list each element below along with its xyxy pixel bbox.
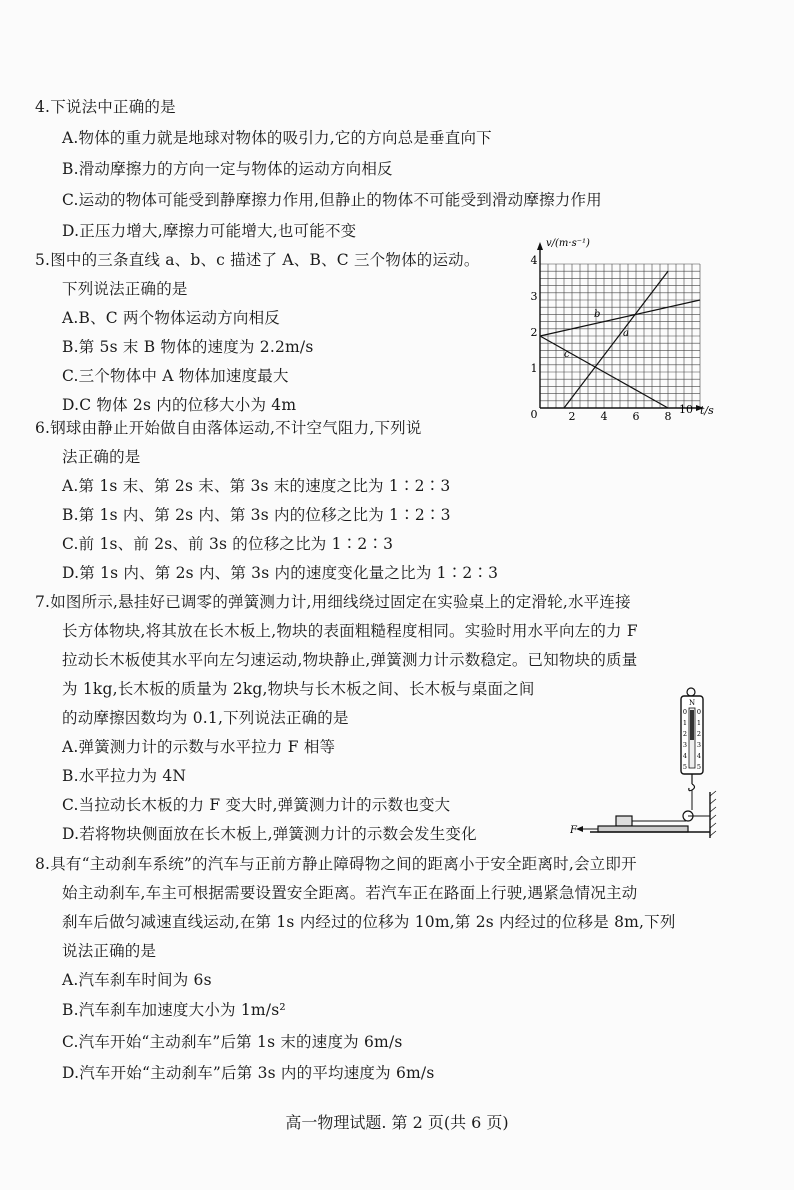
q7-stem-line-4: 为 1kg,长木板的质量为 2kg,物块与长木板之间、长木板与桌面之间 [62, 680, 535, 698]
x-tick-10: 10 [679, 403, 693, 416]
y-axis-label: v/(m·s⁻¹) [546, 238, 590, 249]
q4-stem: 4.下说法中正确的是 [35, 98, 176, 116]
x-tick-8: 8 [664, 410, 672, 422]
y-tick-2: 2 [530, 326, 538, 339]
wall-hatching [710, 791, 716, 836]
scale-left-2: 2 [682, 730, 688, 738]
q6-option-d: D.第 1s 内、第 2s 内、第 3s 内的速度变化量之比为 1∶2∶3 [62, 564, 499, 582]
scale-hook-ring [687, 688, 695, 696]
series-label-b: b [594, 309, 601, 320]
q6-option-a: A.第 1s 末、第 2s 末、第 3s 末的速度之比为 1∶2∶3 [62, 477, 451, 495]
long-board [598, 826, 688, 832]
q6-stem-line-1: 6.钢球由静止开始做自由落体运动,不计空气阻力,下列说 [35, 419, 422, 437]
block [616, 816, 632, 826]
q8-option-d: D.汽车开始“主动刹车”后第 3s 内的平均速度为 6m/s [62, 1064, 435, 1082]
q6-option-b: B.第 1s 内、第 2s 内、第 3s 内的位移之比为 1∶2∶3 [62, 506, 451, 524]
force-label: F [570, 825, 577, 836]
spring-scale-apparatus [570, 684, 730, 844]
q5-stem-line-2: 下列说法正确的是 [62, 280, 188, 298]
scale-right-2: 2 [696, 730, 702, 738]
x-axis-label: t/s [700, 404, 714, 417]
q7-stem-line-2: 长方体物块,将其放在长木板上,物块的表面粗糙程度相同。实验时用水平向左的力 F [62, 622, 638, 640]
scale-left-4: 4 [682, 752, 688, 760]
q5-option-c: C.三个物体中 A 物体加速度最大 [62, 367, 289, 385]
scale-left-3: 3 [682, 741, 688, 749]
q7-option-b: B.水平拉力为 4N [62, 767, 187, 785]
y-axis-arrow [537, 242, 543, 250]
q5-option-b: B.第 5s 末 B 物体的速度为 2.2m/s [62, 338, 314, 356]
scale-right-0: 0 [696, 708, 702, 716]
force-arrow-head [576, 826, 583, 832]
q8-stem-line-3: 刹车后做匀减速直线运动,在第 1s 内经过的位移为 10m,第 2s 内经过的位移是 8m,下列 [62, 913, 676, 931]
series-line-a [564, 271, 668, 408]
page-footer: 高一物理试题. 第 2 页(共 6 页) [285, 1113, 509, 1132]
x-tick-6: 6 [632, 410, 640, 422]
y-tick-1: 1 [530, 362, 538, 375]
q5-option-a: A.B、C 两个物体运动方向相反 [62, 309, 280, 327]
q4-option-a: A.物体的重力就是地球对物体的吸引力,它的方向总是垂直向下 [62, 129, 492, 147]
velocity-time-graph [520, 232, 720, 422]
y-tick-4: 4 [530, 254, 538, 267]
q5-option-d: D.C 物体 2s 内的位移大小为 4m [62, 396, 297, 414]
scale-left-1: 1 [682, 719, 688, 727]
scale-right-1: 1 [696, 719, 702, 727]
y-tick-3: 3 [530, 290, 538, 303]
q6-stem-line-2: 法正确的是 [62, 448, 141, 466]
x-tick-4: 4 [600, 410, 608, 422]
q6-option-c: C.前 1s、前 2s、前 3s 的位移之比为 1∶2∶3 [62, 535, 394, 553]
q7-option-d: D.若将物块侧面放在长木板上,弹簧测力计的示数会发生变化 [62, 825, 477, 843]
origin-label: 0 [530, 408, 538, 421]
scale-hook [689, 784, 695, 791]
q8-option-a: A.汽车刹车时间为 6s [62, 971, 212, 989]
scale-right-3: 3 [696, 741, 702, 749]
scale-right-4: 4 [696, 752, 702, 760]
series-label-c: c [564, 349, 570, 360]
q8-stem-line-1: 8.具有“主动刹车系统”的汽车与正前方静止障碍物之间的距离小于安全距离时,会立即开 [35, 855, 637, 873]
q7-stem-line-5: 的动摩擦因数均为 0.1,下列说法正确的是 [62, 709, 349, 727]
scale-right-5: 5 [696, 763, 702, 771]
q8-stem-line-4: 说法正确的是 [62, 942, 157, 960]
scale-spring-indicator [690, 710, 694, 740]
q7-option-a: A.弹簧测力计的示数与水平拉力 F 相等 [62, 738, 336, 756]
series-label-a: a [623, 328, 629, 339]
q8-option-c: C.汽车开始“主动刹车”后第 1s 末的速度为 6m/s [62, 1033, 403, 1051]
q8-stem-line-2: 始主动刹车,车主可根据需要设置安全距离。若汽车正在路面上行驶,遇紧急情况主动 [62, 884, 638, 902]
scale-left-5: 5 [682, 763, 688, 771]
scale-unit-label: N [688, 699, 696, 707]
q7-option-c: C.当拉动长木板的力 F 变大时,弹簧测力计的示数也变大 [62, 796, 451, 814]
q8-option-b: B.汽车刹车加速度大小为 1m/s² [62, 1001, 286, 1019]
q4-option-c: C.运动的物体可能受到静摩擦力作用,但静止的物体不可能受到滑动摩擦力作用 [62, 191, 602, 209]
q7-stem-line-3: 拉动长木板使其水平向左匀速运动,物块静止,弹簧测力计示数稳定。已知物块的质量 [62, 651, 638, 669]
x-tick-2: 2 [568, 410, 576, 422]
q4-option-b: B.滑动摩擦力的方向一定与物体的运动方向相反 [62, 160, 393, 178]
scale-left-0: 0 [682, 708, 688, 716]
q4-option-d: D.正压力增大,摩擦力可能增大,也可能不变 [62, 222, 357, 240]
q5-stem-line-1: 5.图中的三条直线 a、b、c 描述了 A、B、C 三个物体的运动。 [35, 251, 480, 269]
graph-grid [540, 264, 700, 408]
q7-stem-line-1: 7.如图所示,悬挂好已调零的弹簧测力计,用细线绕过固定在实验桌上的定滑轮,水平连接 [35, 593, 631, 611]
